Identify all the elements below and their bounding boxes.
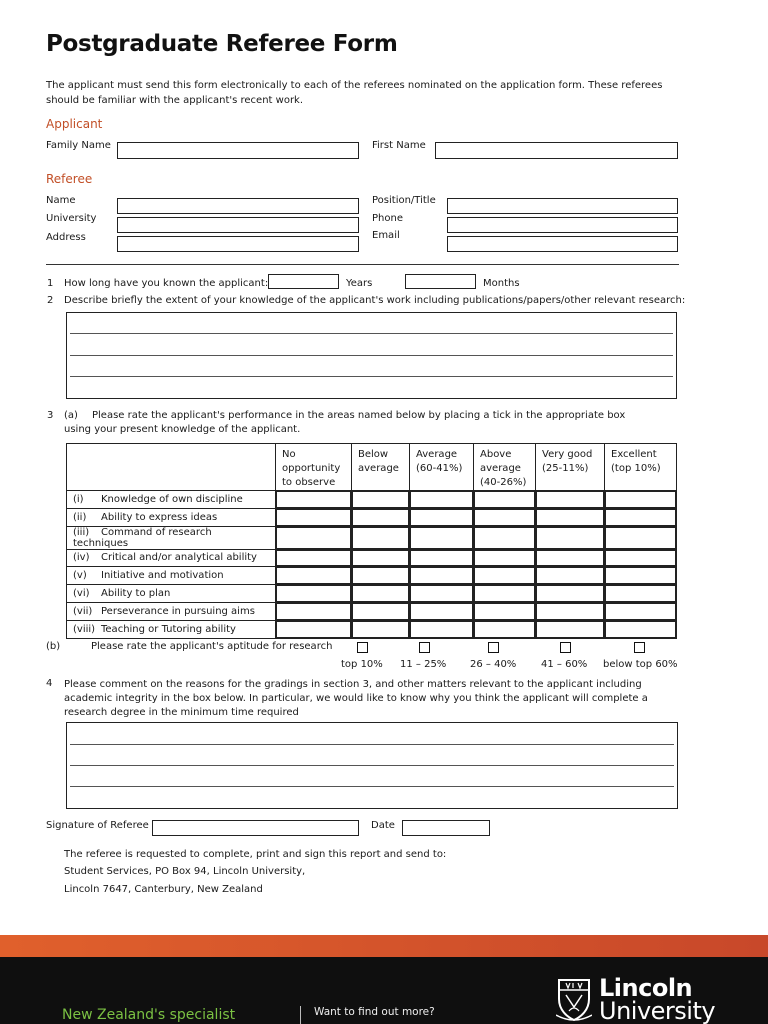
row-number: (i) (73, 493, 84, 505)
row-number: (viii) (73, 623, 96, 635)
rating-cell[interactable] (536, 567, 605, 585)
q4-answer-box[interactable] (66, 722, 678, 809)
table-row (67, 508, 677, 526)
footer-divider (300, 1006, 301, 1024)
rating-cell[interactable] (410, 526, 474, 549)
row-text: Perseverance in pursuing aims (101, 605, 255, 617)
rating-cell[interactable] (474, 620, 536, 638)
row-label (67, 620, 276, 638)
q2-answer-box[interactable] (66, 312, 677, 399)
row-label (67, 585, 276, 603)
rating-cell[interactable] (474, 567, 536, 585)
ruled-line (70, 333, 673, 334)
table-row (67, 585, 677, 603)
row-label (67, 567, 276, 585)
ruled-line (70, 786, 674, 787)
ruled-line (70, 744, 674, 745)
phone-field[interactable] (447, 217, 678, 233)
send-to-line2: Student Services, PO Box 94, Lincoln University, (64, 866, 306, 877)
signature-label: Signature of Referee (46, 820, 149, 831)
col-very-good: Very good (25-11%) (536, 444, 605, 491)
q1-text: How long have you known the applicant: (64, 278, 269, 289)
aptitude-checkbox-11-25[interactable] (419, 642, 430, 653)
col-average: Average (60-41%) (410, 444, 474, 491)
aptitude-label-top10: top 10% (341, 659, 383, 670)
q3-text-line1: Please rate the applicant's performance in the areas named below by placing a tick in the appropriate box (92, 410, 626, 421)
rating-header-row (67, 444, 677, 491)
referee-name-label: Name (46, 195, 76, 206)
q2-text: Describe briefly the extent of your knowledge of the applicant's work including publications/papers/other relevant research: (64, 295, 686, 306)
q1-number: 1 (47, 278, 54, 289)
position-label: Position/Title (372, 195, 436, 206)
rating-table (66, 443, 677, 639)
rating-cell[interactable] (410, 567, 474, 585)
footer-accent-band (0, 935, 768, 957)
ruled-line (70, 355, 673, 356)
rating-cell[interactable] (536, 549, 605, 567)
rating-cell[interactable] (474, 549, 536, 567)
rating-cell[interactable] (605, 508, 677, 526)
rating-cell[interactable] (605, 620, 677, 638)
rating-cell[interactable] (352, 567, 410, 585)
page-title: Postgraduate Referee Form (46, 31, 398, 57)
row-number: (vi) (73, 588, 90, 600)
rating-cell[interactable] (276, 602, 352, 620)
aptitude-label-26-40: 26 – 40% (470, 659, 517, 670)
email-label: Email (372, 230, 400, 241)
rating-cell[interactable] (536, 508, 605, 526)
rating-cell[interactable] (605, 491, 677, 509)
rating-cell[interactable] (474, 491, 536, 509)
rating-cell[interactable] (410, 620, 474, 638)
rating-cell[interactable] (276, 585, 352, 603)
q4-text: Please comment on the reasons for the gradings in section 3, and other matters relevant to the applicant including academic integrity in the box below. In particular, we would like to know why you think the applicant will complete a research degree in the minimum time required (64, 679, 648, 718)
q3-part-b: (b) (46, 641, 61, 652)
row-text: Ability to plan (101, 588, 171, 600)
date-label: Date (371, 820, 395, 831)
referee-heading: Referee (46, 172, 93, 186)
phone-label: Phone (372, 213, 403, 224)
table-row (67, 620, 677, 638)
col-below-average: Below average (352, 444, 410, 491)
rating-cell[interactable] (410, 491, 474, 509)
row-label (67, 602, 276, 620)
first-name-field[interactable] (435, 142, 678, 159)
intro-text: The applicant must send this form electronically to each of the referees nominated on the application form. These referees should be familiar with the applicant's recent work. (46, 80, 663, 106)
table-row (67, 526, 677, 549)
address-label: Address (46, 232, 86, 243)
aptitude-checkbox-41-60[interactable] (560, 642, 571, 653)
footer-tagline: New Zealand's specialist (62, 1007, 236, 1023)
rating-cell[interactable] (536, 585, 605, 603)
signature-field[interactable] (152, 820, 359, 836)
applicant-heading: Applicant (46, 117, 103, 131)
rating-cell[interactable] (605, 526, 677, 549)
email-field[interactable] (447, 236, 678, 252)
table-row (67, 602, 677, 620)
row-number: (v) (73, 570, 87, 582)
footer (0, 957, 768, 1024)
rating-cell[interactable] (352, 602, 410, 620)
first-name-label: First Name (372, 140, 426, 151)
aptitude-label-below60: below top 60% (603, 659, 678, 670)
row-label (67, 508, 276, 526)
q4-number: 4 (46, 678, 53, 689)
date-field[interactable] (402, 820, 490, 836)
ruled-line (70, 376, 673, 377)
rating-cell[interactable] (276, 549, 352, 567)
row-text: Critical and/or analytical ability (101, 552, 257, 564)
row-number: (vii) (73, 605, 93, 617)
col-no-opportunity: No opportunity to observe (276, 444, 352, 491)
row-text: Command of research techniques (73, 526, 212, 549)
ruled-line (70, 765, 674, 766)
table-row (67, 491, 677, 509)
rating-cell[interactable] (352, 549, 410, 567)
aptitude-label-11-25: 11 – 25% (400, 659, 447, 670)
rating-cell[interactable] (276, 508, 352, 526)
rating-cell[interactable] (276, 567, 352, 585)
rating-cell[interactable] (352, 491, 410, 509)
logo-line1: Lincoln (599, 974, 693, 1002)
row-label (67, 526, 276, 549)
rating-cell[interactable] (352, 620, 410, 638)
row-label (67, 491, 276, 509)
col-excellent: Excellent (top 10%) (605, 444, 677, 491)
rating-cell[interactable] (410, 602, 474, 620)
table-row (67, 549, 677, 567)
aptitude-checkbox-below60[interactable] (634, 642, 645, 653)
rating-cell[interactable] (605, 602, 677, 620)
rating-cell[interactable] (474, 526, 536, 549)
row-text: Ability to express ideas (101, 511, 218, 523)
rating-cell[interactable] (536, 620, 605, 638)
rating-cell[interactable] (536, 526, 605, 549)
rating-cell[interactable] (276, 491, 352, 509)
months-label: Months (483, 278, 520, 289)
university-field[interactable] (117, 217, 359, 233)
send-to-line3: Lincoln 7647, Canterbury, New Zealand (64, 884, 263, 895)
rating-cell[interactable] (352, 526, 410, 549)
rating-cell[interactable] (410, 508, 474, 526)
aptitude-checkbox-top10[interactable] (357, 642, 368, 653)
rating-cell[interactable] (276, 620, 352, 638)
rating-cell[interactable] (410, 549, 474, 567)
address-field[interactable] (117, 236, 359, 252)
send-to-line1: The referee is requested to complete, print and sign this report and send to: (64, 849, 447, 860)
position-field[interactable] (447, 198, 678, 214)
section-divider (46, 264, 679, 265)
table-row (67, 567, 677, 585)
family-name-label: Family Name (46, 140, 111, 151)
q3-number: 3 (47, 410, 54, 421)
find-out-more-link[interactable]: Want to find out more? (314, 1006, 435, 1018)
row-label (67, 549, 276, 567)
months-field[interactable] (405, 274, 476, 289)
rating-cell[interactable] (605, 549, 677, 567)
rating-cell[interactable] (605, 567, 677, 585)
row-text: Knowledge of own discipline (101, 493, 243, 505)
rating-cell[interactable] (536, 491, 605, 509)
logo-line2: University (599, 997, 716, 1024)
row-number: (iv) (73, 552, 90, 564)
family-name-field[interactable] (117, 142, 359, 159)
rating-cell[interactable] (410, 585, 474, 603)
rating-cell[interactable] (276, 526, 352, 549)
q3-part-b-text: Please rate the applicant's aptitude for research (91, 641, 333, 652)
row-number: (ii) (73, 511, 87, 523)
rating-cell[interactable] (605, 585, 677, 603)
rating-cell[interactable] (474, 602, 536, 620)
q3-part-a: (a) (64, 410, 78, 421)
row-text: Initiative and motivation (101, 570, 224, 582)
rating-header-blank (67, 444, 276, 491)
col-above-average: Above average (40-26%) (474, 444, 536, 491)
rating-cell[interactable] (474, 585, 536, 603)
q2-number: 2 (47, 295, 54, 306)
rating-cell[interactable] (474, 508, 536, 526)
row-text: Teaching or Tutoring ability (101, 623, 236, 635)
referee-name-field[interactable] (117, 198, 359, 214)
university-crest-icon (556, 977, 592, 1021)
years-label: Years (346, 278, 373, 289)
aptitude-checkbox-26-40[interactable] (488, 642, 499, 653)
row-number: (iii) (73, 526, 90, 538)
university-label: University (46, 213, 97, 224)
rating-cell[interactable] (536, 602, 605, 620)
years-field[interactable] (268, 274, 339, 289)
rating-cell[interactable] (352, 585, 410, 603)
q3-text-line2: using your present knowledge of the applicant. (64, 424, 301, 435)
aptitude-label-41-60: 41 – 60% (541, 659, 588, 670)
rating-cell[interactable] (352, 508, 410, 526)
